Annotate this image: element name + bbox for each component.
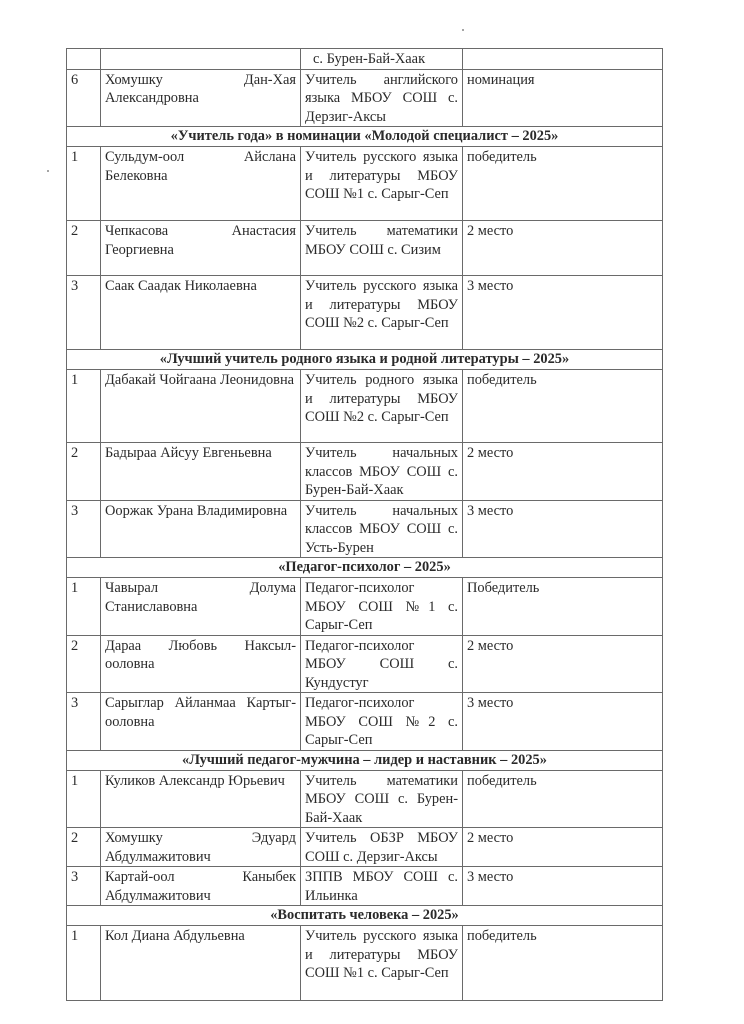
table-row <box>67 370 663 443</box>
result <box>463 49 663 70</box>
section-title: «Лучший педагог-мужчина – лидер и наставник – 2025» <box>67 750 663 770</box>
table-row <box>67 276 663 350</box>
result: 3 место <box>463 693 663 751</box>
result: 2 место <box>463 221 663 276</box>
section-heading-row <box>67 750 663 770</box>
section-heading-row <box>67 350 663 370</box>
row-number: 6 <box>67 69 101 127</box>
row-number: 3 <box>67 693 101 751</box>
table-row <box>67 635 663 693</box>
organization: Учитель ОБЗР МБОУ СОШ с. Дерзиг-Аксы <box>301 828 463 867</box>
row-number: 2 <box>67 635 101 693</box>
result: победитель <box>463 370 663 443</box>
participant-name: Куликов Александр Юрьевич <box>101 770 301 828</box>
table-row <box>67 221 663 276</box>
result: победитель <box>463 770 663 828</box>
organization: Педагог-психолог МБОУ СОШ №1 с. Сарыг-Сеп <box>301 578 463 636</box>
row-number: 1 <box>67 147 101 221</box>
organization: с. Бурен-Бай-Хаак <box>301 49 463 70</box>
row-number: 1 <box>67 926 101 1001</box>
participant-name: Сульдум-оол Айслана Белековна <box>101 147 301 221</box>
section-heading-row <box>67 558 663 578</box>
result: 2 место <box>463 635 663 693</box>
result: 2 место <box>463 828 663 867</box>
result: победитель <box>463 147 663 221</box>
section-title: «Лучший учитель родного языка и родной литературы – 2025» <box>67 350 663 370</box>
result: 3 место <box>463 867 663 906</box>
participant-name: Ооржак Урана Владимировна <box>101 500 301 558</box>
participant-name: Дабакай Чойгаана Леонидовна <box>101 370 301 443</box>
scan-speck <box>462 29 464 31</box>
row-number: 1 <box>67 770 101 828</box>
section-title: «Учитель года» в номинации «Молодой специалист – 2025» <box>67 127 663 147</box>
row-number: 1 <box>67 578 101 636</box>
participant-name: Сарыглар Айланмаа Картыг-ооловна <box>101 693 301 751</box>
row-number: 2 <box>67 443 101 501</box>
section-heading-row <box>67 906 663 926</box>
row-number: 3 <box>67 867 101 906</box>
participant-name: Саак Саадак Николаевна <box>101 276 301 350</box>
organization: Учитель математики МБОУ СОШ с. Бурен-Бай-Хаак <box>301 770 463 828</box>
participant-name: Хомушку Дан-Хая Александровна <box>101 69 301 127</box>
participant-name: Чепкасова Анастасия Георгиевна <box>101 221 301 276</box>
table-row-continued <box>67 49 663 70</box>
organization: Педагог-психолог МБОУ СОШ с. Кундустуг <box>301 635 463 693</box>
table-row <box>67 770 663 828</box>
table-row <box>67 693 663 751</box>
organization: Учитель русского языка и литературы МБОУ СОШ №1 с. Сарыг-Сеп <box>301 147 463 221</box>
result: Победитель <box>463 578 663 636</box>
section-title: «Воспитать человека – 2025» <box>67 906 663 926</box>
result: 3 место <box>463 500 663 558</box>
result: победитель <box>463 926 663 1001</box>
table-row <box>67 500 663 558</box>
organization: Учитель русского языка и литературы МБОУ СОШ №1 с. Сарыг-Сеп <box>301 926 463 1001</box>
result: 3 место <box>463 276 663 350</box>
participant-name: Хомушку Эдуард Абдулмажитович <box>101 828 301 867</box>
organization: Учитель начальных классов МБОУ СОШ с. Усть-Бурен <box>301 500 463 558</box>
organization: Учитель русского языка и литературы МБОУ СОШ №2 с. Сарыг-Сеп <box>301 276 463 350</box>
table-row <box>67 867 663 906</box>
section-heading-row <box>67 127 663 147</box>
result: номинация <box>463 69 663 127</box>
table-row <box>67 147 663 221</box>
organization: Учитель математики МБОУ СОШ с. Сизим <box>301 221 463 276</box>
participant-name: Дараа Любовь Наксыл-ооловна <box>101 635 301 693</box>
participant-name <box>101 49 301 70</box>
row-number: 1 <box>67 370 101 443</box>
result: 2 место <box>463 443 663 501</box>
table-row <box>67 578 663 636</box>
organization: Учитель родного языка и литературы МБОУ СОШ №2 с. Сарыг-Сеп <box>301 370 463 443</box>
participant-name: Кол Диана Абдульевна <box>101 926 301 1001</box>
table-row <box>67 926 663 1001</box>
row-number <box>67 49 101 70</box>
table-row <box>67 828 663 867</box>
organization: Учитель начальных классов МБОУ СОШ с. Бурен-Бай-Хаак <box>301 443 463 501</box>
organization: Учитель английского языка МБОУ СОШ с. Дерзиг-Аксы <box>301 69 463 127</box>
section-title: «Педагог-психолог – 2025» <box>67 558 663 578</box>
row-number: 3 <box>67 500 101 558</box>
awards-table <box>66 48 663 1001</box>
table-row <box>67 443 663 501</box>
row-number: 2 <box>67 828 101 867</box>
participant-name: Картай-оол Каныбек Абдулмажитович <box>101 867 301 906</box>
table-row <box>67 69 663 127</box>
organization: Педагог-психолог МБОУ СОШ №2 с. Сарыг-Сеп <box>301 693 463 751</box>
organization: ЗППВ МБОУ СОШ с. Ильинка <box>301 867 463 906</box>
row-number: 2 <box>67 221 101 276</box>
participant-name: Чавырал Долума Станиславовна <box>101 578 301 636</box>
participant-name: Бадыраа Айсуу Евгеньевна <box>101 443 301 501</box>
scan-speck <box>47 170 49 172</box>
row-number: 3 <box>67 276 101 350</box>
